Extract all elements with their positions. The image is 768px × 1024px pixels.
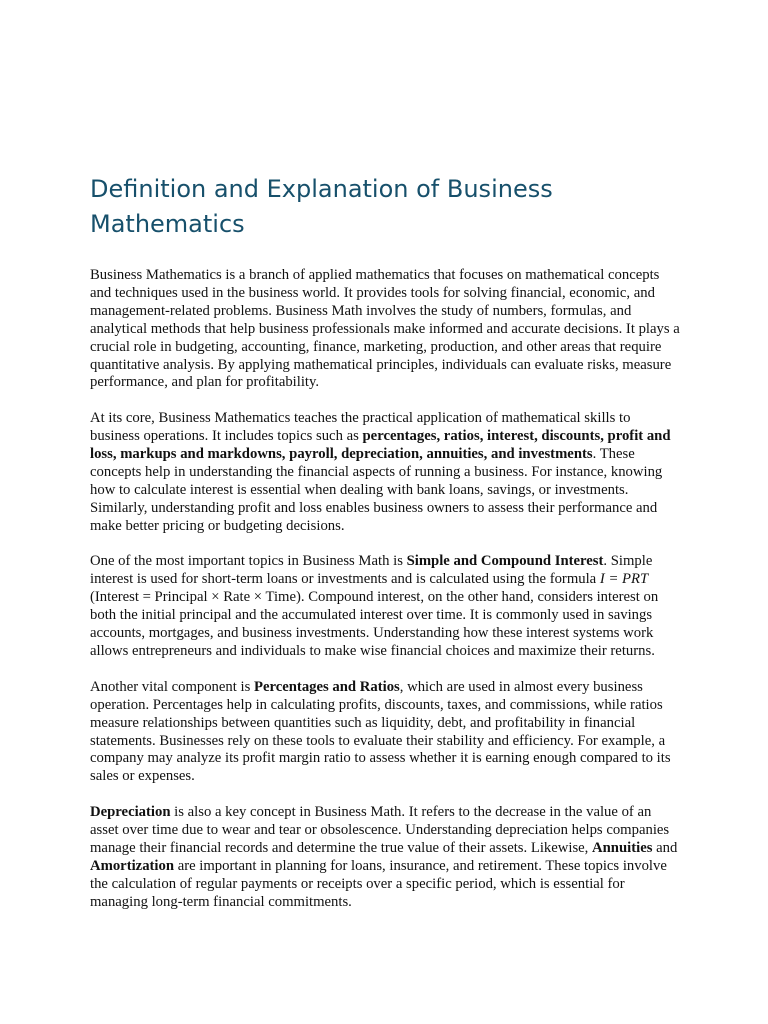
paragraph-core-text-a: At its core, Business Mathematics teaches the practical application of mathematical skills to business operations. It includes topics such as xyxy=(90,410,631,445)
paragraph-interest-text-c: . Simple interest is used for short-term loans or investments and is calculated using the formula xyxy=(90,553,653,588)
paragraph-depreciation-text-c: are important in planning for loans, insurance, and retirement. These topics involve the calculation of regular payments or receipts over a specific period, which is essential for managing long-term financial commitments. xyxy=(90,857,667,910)
paragraph-core-topics: percentages, ratios, interest, discounts, profit and loss, markups and markdowns, payroll, depreciation, annuities, and investments xyxy=(90,428,671,463)
page-title: Definition and Explanation of Business Mathematics xyxy=(90,175,553,238)
paragraph-intro-text: Business Mathematics is a branch of applied mathematics that focuses on mathematical concepts and techniques used in the business world. It provides tools for solving financial, economic, and management-related problems. Business Math involves the study of numbers, formulas, and analytical methods that help business professionals make informed and accurate decisions. It plays a crucial role in budgeting, accounting, finance, marketing, production, and other areas that require quantitative analysis. By applying mathematical principles, individuals can evaluate risks, measure performance, and plan for profitability. xyxy=(90,267,680,391)
depreciation-term: Depreciation xyxy=(90,804,171,821)
paragraph-core-text-c: . These concepts help in understanding the financial aspects of running a business. For instance, knowing how to calculate interest is essential when dealing with bank loans, savings, or investments. Similarly, understanding profit and loss enables business owners to assess their performance and make better pricing or budgeting decisions. xyxy=(90,446,663,534)
paragraph-percentages-term: Percentages and Ratios xyxy=(253,678,400,695)
amortization-term: Amortization xyxy=(90,857,175,874)
paragraph-core xyxy=(90,410,682,535)
paragraph-interest-term: Simple and Compound Interest xyxy=(406,553,604,570)
paragraph-intro xyxy=(90,267,682,392)
paragraph-percentages-text-a: Another vital component is xyxy=(90,678,254,695)
paragraph-depreciation-and: and xyxy=(652,839,678,856)
paragraph-percentages-text-c: , which are used in almost every business operation. Percentages help in calculating profits, discounts, taxes, and commissions, while ratios measure relationships between quantities such as liquidity, debt, and profitability in financial statements. Businesses rely on these tools to evaluate their stability and efficiency. For example, a company may analyze its profit margin ratio to assess whether it is earning enough compared to its sales or expenses. xyxy=(90,678,671,785)
paragraph-interest xyxy=(90,553,682,660)
paragraph-depreciation-text-a: is also a key concept in Business Math. It refers to the decrease in the value of an asset over time due to wear and tear or obsolescence. Understanding depreciation helps companies manage their financial records and determine the true value of their assets. Likewise, xyxy=(90,804,670,856)
paragraph-interest-text-d: (Interest = Principal × Rate × Time). Compound interest, on the other hand, considers interest on both the initial principal and the accumulated interest over time. It is commonly used in savings accounts, mortgages, and business investments. Understanding how these interest systems work allows entrepreneurs and individuals to make wise financial choices and maximize their returns. xyxy=(90,589,659,659)
interest-formula: I = PRT xyxy=(599,571,649,588)
annuities-term: Annuities xyxy=(592,839,653,856)
paragraph-depreciation xyxy=(90,804,682,911)
paragraph-interest-text-a: One of the most important topics in Business Math is xyxy=(90,553,407,570)
paragraph-percentages xyxy=(90,679,682,786)
document-page xyxy=(90,172,682,929)
